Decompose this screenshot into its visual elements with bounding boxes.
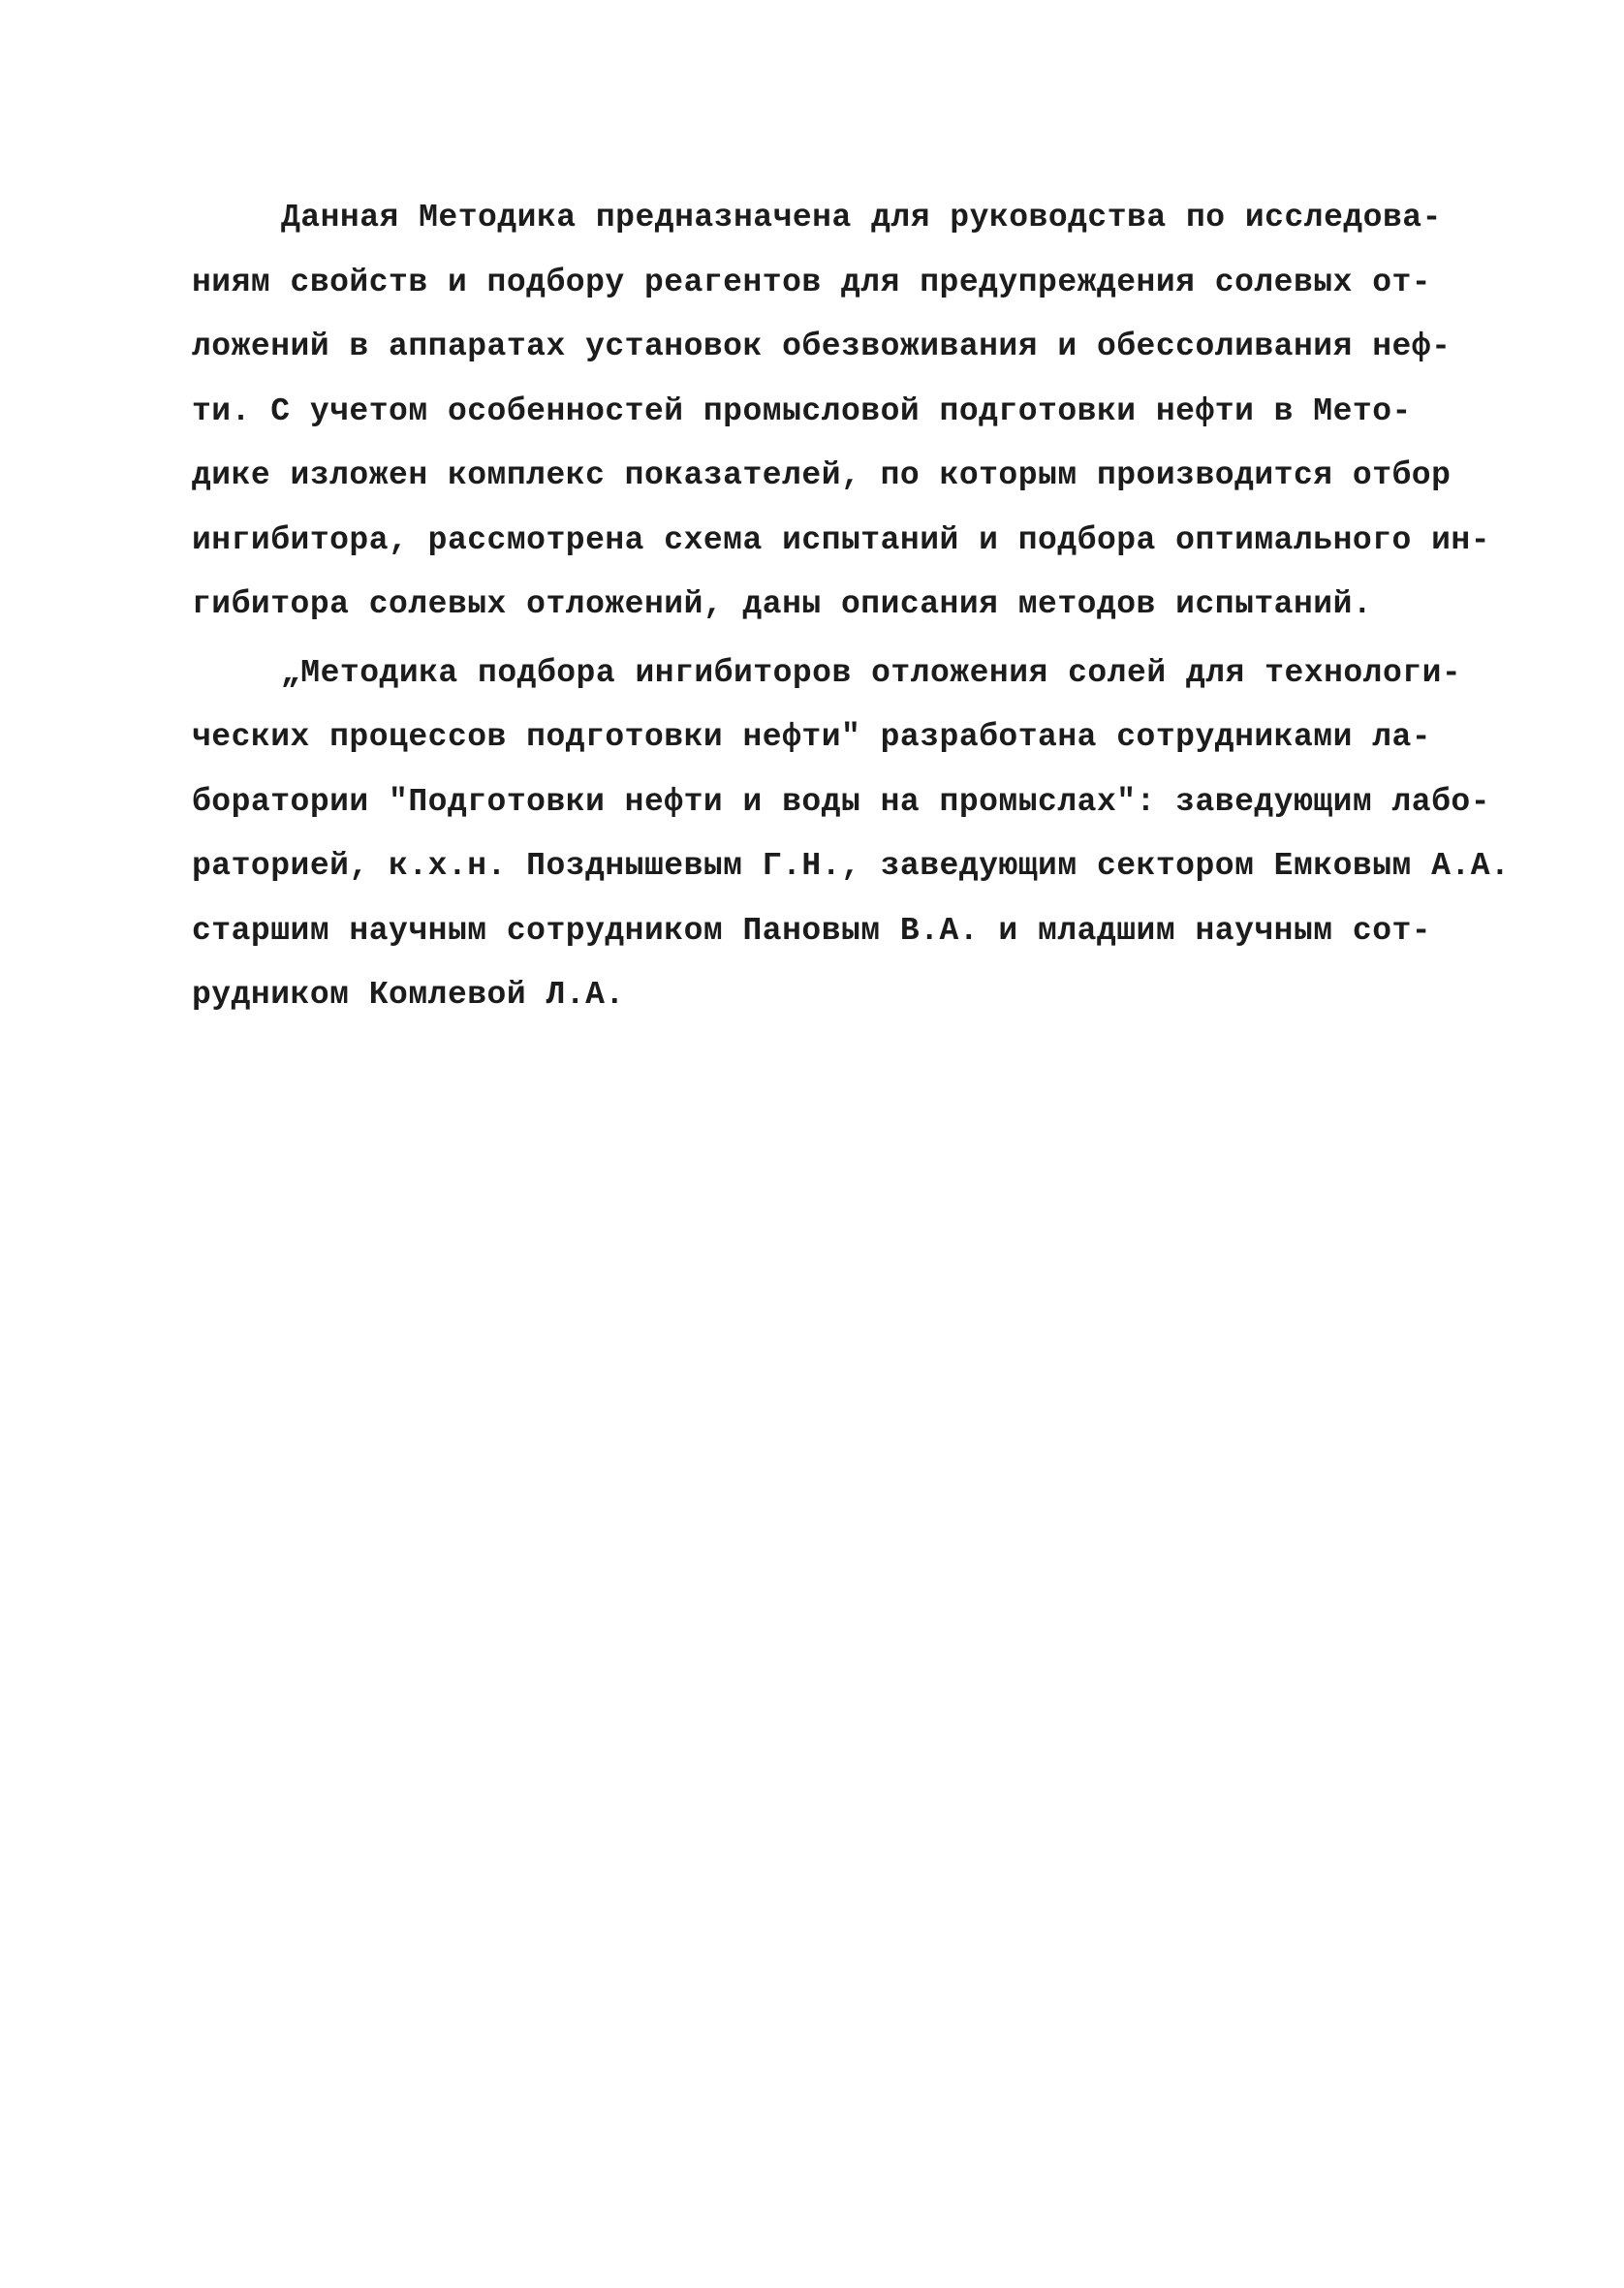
paragraph-1-line-3: ложений в аппаратах установок обезвоживания и обессоливания неф-: [192, 329, 1452, 364]
paragraph-1-line-6: ингибитора, рассмотрена схема испытаний и подбора оптимального ин-: [192, 521, 1491, 558]
paragraph-2-line-1: „Методика подбора ингибиторов отложения солей для технологи-: [281, 654, 1462, 691]
paragraph-1-line-7: гибитора солевых отложений, даны описания методов испытаний.: [192, 586, 1373, 622]
paragraph-2: [192, 642, 1511, 1028]
paragraph-1: [192, 186, 1490, 638]
document-body: [192, 186, 1511, 1028]
paragraph-1-line-2: ниям свойств и подбору реагентов для предупреждения солевых от-: [192, 264, 1432, 300]
paragraph-2-line-6: рудником Комлевой Л.А.: [192, 977, 625, 1013]
paragraph-2-line-2: ческих процессов подготовки нефти" разработана сотрудниками ла-: [192, 719, 1432, 755]
paragraph-1-line-1: Данная Методика предназначена для руководства по исследова-: [281, 200, 1442, 235]
paragraph-2-line-4: раторией, к.х.н. Позднышевым Г.Н., заведующим сектором Емковым А.А.: [192, 848, 1511, 884]
paragraph-1-line-5: дике изложен комплекс показателей, по которым производится отбор: [192, 457, 1452, 493]
paragraph-2-line-5: старшим научным сотрудником Пановым В.А. и младшим научным сот-: [192, 912, 1432, 949]
paragraph-1-line-4: ти. С учетом особенностей промысловой подготовки нефти в Мето-: [192, 392, 1412, 429]
paragraph-2-line-3: боратории "Подготовки нефти и воды на промыслах": заведующим лабо-: [192, 783, 1491, 820]
